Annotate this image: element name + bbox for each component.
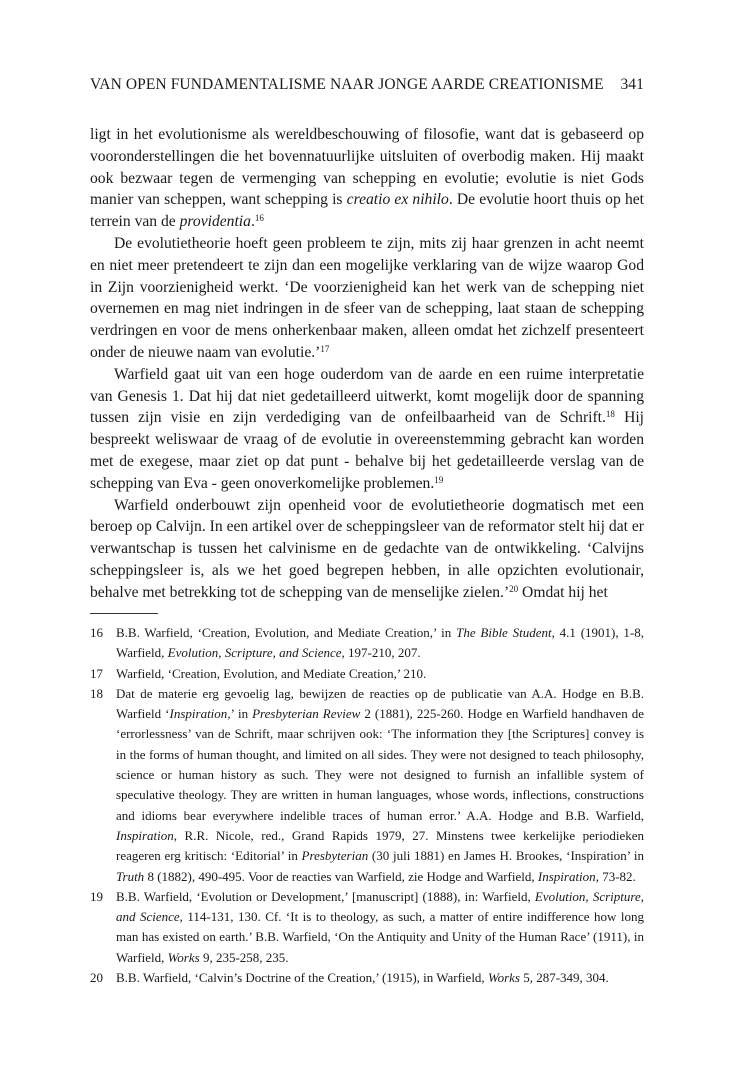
footnote-ref-17[interactable]: 17 [320,343,330,354]
footnote-16 [90,623,644,664]
page-number: 341 [620,76,644,93]
footnote-number: 17 [90,665,103,681]
footnote-ref-16[interactable]: 16 [254,213,264,224]
main-text [90,124,644,604]
footnote-ref-20[interactable]: 20 [509,583,519,594]
footnote-20 [90,968,644,988]
footnote-text: B.B. Warfield, ‘Creation, Evolution, and Mediate Creation,’ in The Bible Student, 4.1 (1901), 1-8, Warfield, Evolution, Scripture, and Science, 197-210, 207. [116,625,644,661]
paragraph-2: De evolutietheorie hoeft geen probleem te zijn, mits zij haar grenzen in acht neemt en niet meer pretendeert te zijn dan een mogelijke verklaring van de wijze waarop God in Zijn voorzienigheid werkt. ‘De voorzienigheid kan het werk van de schepping niet overnemen en mag niet indringen in de sfeer van de schepping, laat staan de schepping verdringen en voor de mens onherkenbaar maken, alleen omdat het zichzelf presenteert onder de nieuwe naam van evolutie.’$^{17}$ [90,234,644,361]
footnote-text: Dat de materie erg gevoelig lag, bewijzen de reacties op de publicatie van A.A. Hodge en B.B. Warfield ‘Inspiration,’ in Presbyterian Review 2 (1881), 225-260. Hodge en Warfield handhaven de ‘errorlessness’ van de Schrift, maar schrijven ook: ‘The information they [the Scriptures] convey is in the forms of human thought, and limited on all sides. They were not designed to teach philosophy, science or human history as such. They were not designed to furnish an infallible system of speculative theology. They are written in human languages, whose words, inflections, constructions and idioms bear everywhere indelible traces of human error.’ A.A. Hodge and B.B. Warfield, Inspiration, R.R. Nicole, red., Grand Rapids 1979, 27. Minstens twee kerkelijke periodieken reageren erg kritisch: ‘Editorial’ in Presbyterian (30 juli 1881) en James H. Brookes, ‘Inspiration’ in Truth 8 (1882), 490-495. Voor de reacties van Warfield, zie Hodge and Warfield, Inspiration, 73-82. [116,685,644,884]
footnote-18 [90,684,644,887]
footnote-text: B.B. Warfield, ‘Calvin’s Doctrine of the Creation,’ (1915), in Warfield, Works 5, 287-349, 304. [116,970,609,986]
footnote-17 [90,664,644,684]
paragraph-1: ligt in het evolutionisme als wereldbeschouwing of filosofie, want dat is gebaseerd op vooronderstellingen die het bovennatuurlijke uitsluiten of overbodig maken. Hij maakt ook bezwaar tegen de vermenging van schepping en evolutie; evolutie is niet Gods manier van scheppen, want schepping is creatio ex nihilo. De evolutie hoort thuis op het terrein van de providentia.$^{16}$ [90,126,644,231]
footnotes [90,623,644,988]
footnote-text: Warfield, ‘Creation, Evolution, and Mediate Creation,’ 210. [116,665,427,681]
paragraph-3: Warfield gaat uit van een hoge ouderdom van de aarde en een ruime interpretatie van Genesis 1. Dat hij dat niet gedetailleerd uitwerkt, komt mogelijk door de spanning tussen zijn visie en zijn verdediging van de onfeilbaarheid van de Schrift.$^{18}$ Hij bespreekt weliswaar de vraag of de evolutie in overeenstemming gebracht kan worden met de exegese, maar ziet op dat punt - behalve bij het gedetailleerde verslag van de schepping van Eva - geen onoverkomelijke problemen.$^{19}$ [90,365,644,492]
footnote-text: B.B. Warfield, ‘Evolution or Development,’ [manuscript] (1888), in: Warfield, Evolution, Scripture, and Science, 114-131, 130. Cf. ‘It is to theology, as such, a matter of entire indifference how long man has existed on earth.’ B.B. Warfield, ‘On the Antiquity and Unity of the Human Race’ (1911), in Warfield, Works 9, 235-258, 235. [116,888,644,965]
footnote-number: 18 [90,685,103,701]
running-title: VAN OPEN FUNDAMENTALISME NAAR JONGE AARDE CREATIONISME [90,76,604,93]
footnote-19 [90,887,644,968]
running-header [90,76,644,94]
footnote-number: 20 [90,970,103,986]
footnote-number: 16 [90,625,103,640]
footnote-ref-19[interactable]: 19 [434,474,444,485]
footnote-number: 19 [90,888,103,904]
paragraph-4: Warfield onderbouwt zijn openheid voor de evolutietheorie dogmatisch met een beroep op Calvijn. In een artikel over de scheppingsleer van de reformator stelt hij dat er verwantschap is tussen het calvinisme en de gedachte van de ontwikkeling. ‘Calvijns scheppingsleer is, als we het goed begrepen hebben, in alle opzichten evolutionair, behalve met betrekking tot de schepping van de menselijke zielen.’$^{20}$ Omdat hij het [90,496,644,601]
footnote-ref-18[interactable]: 18 [605,409,615,420]
footnote-divider [90,613,158,614]
